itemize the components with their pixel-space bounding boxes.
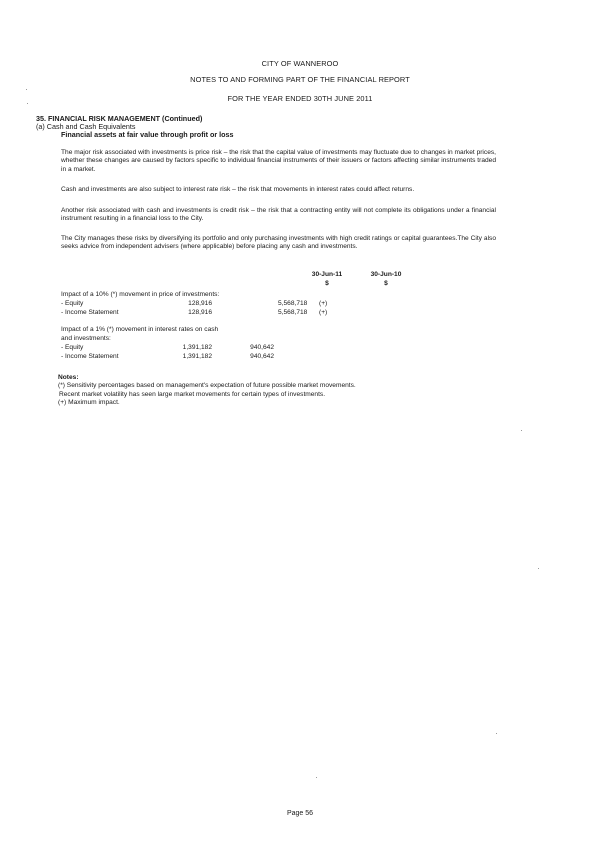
- row-label: - Income Statement: [61, 309, 119, 316]
- paragraph-risk-management: The City manages these risks by diversifying its portfolio and only purchasing investments with high credit ratings or capital guarantees.The City also seeks advice from independent advisers (where applicable) before placing any cash and investments.: [61, 235, 496, 251]
- value-2010: 5,568,718: [278, 300, 308, 307]
- column-header-2011: 30-Jun-11: [311, 271, 343, 278]
- note-item: (*) Sensitivity percentages based on management's expectation of future possible market movements.: [58, 382, 356, 390]
- row-label: - Equity: [61, 300, 84, 307]
- table-row: [61, 300, 461, 309]
- table-group-heading-continued: [61, 335, 461, 344]
- note-item: (+) Maximum impact.: [58, 399, 120, 407]
- max-impact-mark: (+): [319, 309, 328, 316]
- row-label: - Equity: [61, 344, 84, 351]
- unit-2010: $: [384, 280, 388, 287]
- max-impact-mark: (+): [319, 300, 328, 307]
- scan-speck: [538, 568, 539, 569]
- report-title: NOTES TO AND FORMING PART OF THE FINANCIAL REPORT: [190, 75, 410, 84]
- value-2011: 1,391,182: [182, 353, 212, 360]
- table-unit-row: [61, 280, 461, 289]
- scan-speck: [521, 430, 522, 431]
- table-row: [61, 353, 461, 362]
- row-label: - Income Statement: [61, 353, 119, 360]
- interest-movement-heading-line2: and investments:: [61, 335, 111, 342]
- paragraph-credit-risk: Another risk associated with cash and investments is credit risk – the risk that a contracting entity will not complete its obligations under a financial instrument resulting in a financial loss to the City.: [61, 207, 496, 223]
- scan-speck: [26, 89, 27, 90]
- table-header-row: [61, 271, 461, 280]
- table-group-heading: [61, 291, 461, 300]
- table-row: [61, 309, 461, 318]
- paragraph-price-risk: The major risk associated with investments is price risk – the risk that the capital value of investments may fluctuate due to changes in market prices, whether these changes are caused by factors specific to individual financial instruments of their issuers or factors affecting similar instruments traded in a market.: [61, 149, 496, 173]
- interest-movement-heading: Impact of a 1% (*) movement in interest rates on cash: [61, 326, 219, 333]
- scan-speck: [316, 777, 317, 778]
- page-number: Page 56: [286, 810, 314, 817]
- price-movement-heading: Impact of a 10% (*) movement in price of investments:: [61, 291, 220, 298]
- note-item: Recent market volatility has seen large market movements for certain types of investments.: [59, 390, 326, 398]
- notes-section: [58, 374, 356, 408]
- scan-speck: [27, 103, 28, 104]
- scan-speck: [496, 733, 497, 734]
- column-header-2010: 30-Jun-10: [370, 271, 402, 278]
- organisation-title: CITY OF WANNEROO: [261, 59, 339, 68]
- value-2011: 128,916: [188, 300, 212, 307]
- section-subheading: Financial assets at fair value through profit or loss: [61, 130, 234, 139]
- unit-2011: $: [325, 280, 329, 287]
- value-2011: 128,916: [188, 309, 212, 316]
- notes-title: Notes:: [58, 374, 79, 381]
- report-period: FOR THE YEAR ENDED 30TH JUNE 2011: [227, 94, 373, 103]
- value-2010: 5,568,718: [278, 309, 308, 316]
- table-row: [61, 344, 461, 353]
- value-2011: 1,391,182: [182, 344, 212, 351]
- value-2010: 940,642: [250, 353, 274, 360]
- value-2010: 940,642: [250, 344, 274, 351]
- section-subtitle: (a) Cash and Cash Equivalents: [36, 122, 136, 131]
- paragraph-interest-rate-risk: Cash and investments are also subject to interest rate risk – the risk that movements in interest rates could affect returns.: [61, 186, 415, 193]
- section-title: 35. FINANCIAL RISK MANAGEMENT (Continued): [36, 114, 203, 123]
- table-group-heading: [61, 326, 461, 335]
